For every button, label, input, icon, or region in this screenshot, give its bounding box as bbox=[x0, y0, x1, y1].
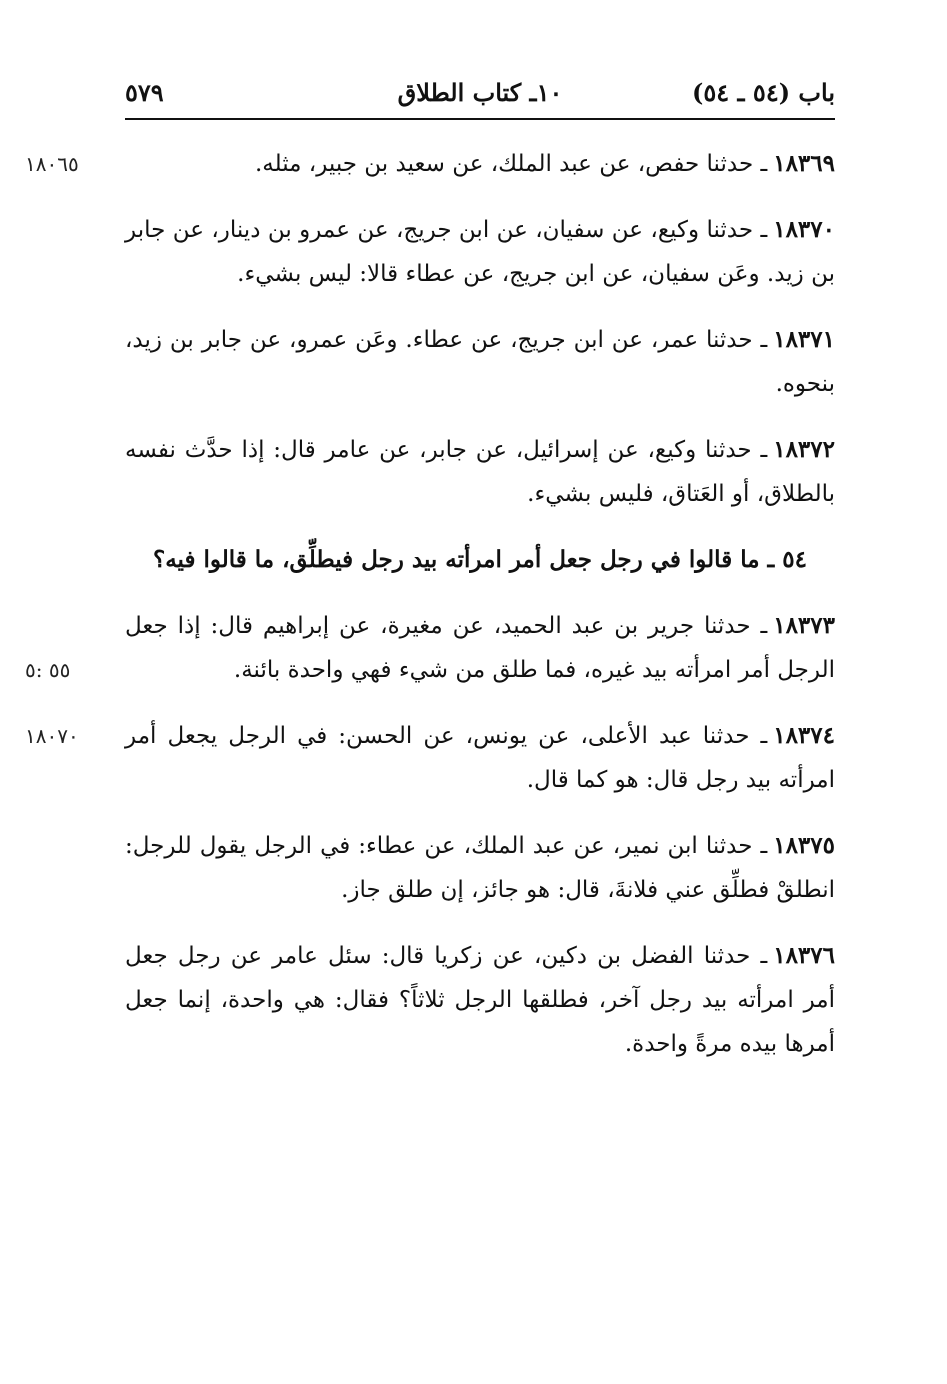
margin-reference: ١٨٠٦٥ bbox=[25, 152, 79, 176]
hadith-number: ١٨٣٧٤ bbox=[773, 722, 835, 749]
header-rule bbox=[125, 118, 835, 120]
hadith-text: ـ حدثنا وكيع، عن سفيان، عن ابن جريج، عن عمرو بن دينار، عن جابر بن زيد. وعَن سفيان، عن ابن جريج، عن عطاء قالا: ليس بشيء. bbox=[125, 217, 835, 287]
page-header bbox=[125, 70, 835, 114]
page-body bbox=[25, 142, 835, 1088]
hadith-18376 bbox=[125, 934, 835, 1066]
margin-reference: ٥٥ :٥ bbox=[25, 658, 71, 682]
hadith-18370 bbox=[125, 208, 835, 296]
chapter-heading: باب (٥٤ ـ ٥٤) bbox=[692, 78, 835, 107]
hadith-number: ١٨٣٧١ bbox=[773, 326, 835, 353]
page-number: ٥٧٩ bbox=[125, 78, 164, 107]
hadith-text: ـ حدثنا عبد الأعلى، عن يونس، عن الحسن: في الرجل يجعل أمر امرأته بيد رجل قال: هو كما قال. bbox=[125, 723, 835, 793]
hadith-text: ـ حدثنا عمر، عن ابن جريج، عن عطاء. وعَن عمرو، عن جابر بن زيد، بنحوه. bbox=[125, 327, 835, 397]
hadith-text: ـ حدثنا الفضل بن دكين، عن زكريا قال: سئل عامر عن رجل جعل أمر امرأته بيد رجل آخر، فطلقها الرجل ثلاثاً؟ فقال: هي واحدة، إنما جعل أمرها بيده مرةً واحدة. bbox=[125, 943, 835, 1057]
margin-reference: ١٨٠٧٠ bbox=[25, 724, 79, 748]
hadith-18369 bbox=[25, 142, 835, 186]
hadith-number: ١٨٣٧٣ bbox=[773, 612, 835, 639]
hadith-number: ١٨٣٧٥ bbox=[773, 832, 835, 859]
hadith-18372 bbox=[125, 428, 835, 516]
hadith-text: ـ حدثنا ابن نمير، عن عبد الملك، عن عطاء: في الرجل يقول للرجل: انطلقْ فطلِّق عني فلانةَ، قال: هو جائز، إن طلق جاز. bbox=[125, 833, 835, 903]
hadith-number: ١٨٣٧٠ bbox=[773, 216, 835, 243]
hadith-number: ١٨٣٧٦ bbox=[773, 942, 835, 969]
hadith-18373 bbox=[25, 604, 835, 692]
section-heading: ٥٤ ـ ما قالوا في رجل جعل أمر امرأته بيد رجل فيطلِّق، ما قالوا فيه؟ bbox=[153, 546, 807, 573]
hadith-text: ـ حدثنا جرير بن عبد الحميد، عن مغيرة، عن إبراهيم قال: إذا جعل الرجل أمر امرأته بيد غيره، فما طلق من شيء فهي واحدة بائنة. bbox=[125, 613, 835, 683]
book-title: ١٠ـ كتاب الطلاق bbox=[397, 78, 563, 107]
hadith-number: ١٨٣٧٢ bbox=[773, 436, 835, 463]
hadith-18371 bbox=[125, 318, 835, 406]
hadith-18375 bbox=[125, 824, 835, 912]
hadith-text: ـ حدثنا وكيع، عن إسرائيل، عن جابر، عن عامر قال: إذا حدَّث نفسه بالطلاق، أو العَتاق، فليس بشيء. bbox=[125, 437, 835, 507]
hadith-18374 bbox=[25, 714, 835, 802]
hadith-text: ـ حدثنا حفص، عن عبد الملك، عن سعيد بن جبير، مثله. bbox=[254, 151, 768, 177]
hadith-number: ١٨٣٦٩ bbox=[773, 150, 835, 177]
